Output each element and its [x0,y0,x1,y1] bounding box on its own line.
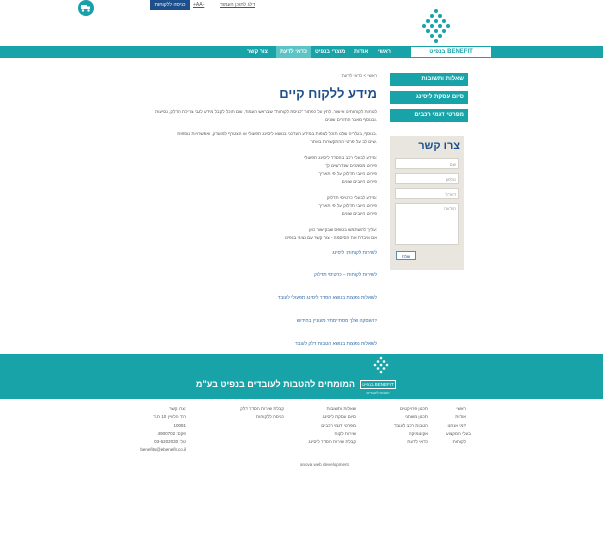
page-title: מידע ללקוח קיים [279,86,377,101]
footer-tagline: המומחים להטבות לעובדים בנפיט בע"מ [195,379,355,389]
intro-text-line: לנוחות לקוחותינו אישור, לחץ על כפתור "כניסת לקוחות" שבראש העמוד, שם תוכל לקבל מידע לגבי צריכת הדלק, נסיעות [155,109,377,114]
form-instruction-line: עליך להשתמש בטופס שבקישור כאן: [308,227,377,232]
name-field[interactable]: שם [395,158,459,169]
footer-link[interactable]: מפרטי דגמי רכבים [321,422,356,428]
nav-good-to-know[interactable]: כדאי לדעת [276,46,311,58]
footer-contact-line: 10081 [173,422,186,428]
skip-to-content-link[interactable]: דלג לתוכן העמוד [220,2,256,8]
footer-link[interactable]: תכנון פרויקטים [399,406,428,411]
sidebar-faq-button[interactable]: שאלות ותשובות [390,73,468,86]
nav-products[interactable]: מוצרי בנפיט [315,49,346,55]
lease-info-line: פירוט חיובים שונים [341,179,377,184]
footer-link[interactable]: אקונומיקה [408,430,428,436]
contact-form-title: צרו קשר [418,140,460,152]
gallery-text-line: שים לב על פרטי ההתקשרות באתר. [310,139,377,144]
footer-email-link[interactable]: benefits@ebenefit.co.il [140,447,186,453]
sidebar-lease-end-button[interactable]: סיום עסקת ליסינג [390,91,468,104]
nav-about[interactable]: אודות [354,49,369,55]
lease-info-line: פירוט מסמכים שנדרשים לך [325,163,377,168]
footer-column-contact [138,405,186,455]
footer-link[interactable]: לקוחות [452,439,466,445]
footer-column-service [232,405,284,422]
lease-faq-link[interactable]: לשאלות נפוצות בנושא הסדר ליסינג תפעולי לעובד [277,296,377,301]
fuel-card-heading: מידע לבעלי כרטיסי תדלוק: [326,195,377,200]
footer-contact-line: טל: 03-6202030 [154,439,186,445]
footer-link[interactable]: קבלת שירות הסדר ליסינג [308,439,356,445]
fuel-faq-link[interactable]: לשאלות נפוצות בנושא הטבות דלק לעובד [294,342,377,347]
footer-contact-line: פקס: 4900702 [157,430,186,436]
developer-credit[interactable]: anova web development [300,462,349,467]
footer-banner [0,354,603,399]
footer-link[interactable]: תכנון משתני [404,414,428,420]
footer-logo-subtitle: הטבות לעובדים [366,391,390,395]
footer-column-info [300,405,356,446]
footer-link[interactable]: אודות [455,414,466,420]
footer-link[interactable]: בעלי המקצוע [446,430,471,436]
footer-link[interactable]: שירות לקוח [334,430,356,436]
footer-link[interactable]: מי אנחנו? [447,422,466,428]
fuel-card-line: פירוט חיובי תדלוק על פי תאריך [318,203,377,208]
send-button[interactable]: שלח [396,251,416,260]
footer-column-main [446,405,471,446]
footer-logo-icon [366,355,396,380]
intro-text-line: ובנוסף מאגר החזרים שונים. [325,117,377,122]
footer-column-products [378,405,428,446]
footer-link[interactable]: ראשי [456,406,466,411]
fuel-card-line: פירוט חיובים שונים [341,211,377,216]
footer-link[interactable]: כדאי לדעת [407,439,428,445]
footer-logo-wordmark: בנפיט BENEFIT [360,380,396,389]
gallery-text-line: בנוסף, בגלריה שלנו תוכל לצפות במידע העדכני בנושא ליסינג תפעולי או הצטרף למועדון, ואפשרויות נוספות. [177,131,377,136]
footer-link[interactable]: שאלות ותשובות [326,406,356,411]
lease-customer-service-link[interactable]: לשירות לקוחות: ליסינג [332,251,377,256]
customer-portal-button[interactable]: כניסה ללקוחות [150,0,190,10]
footer-contact-line: רח' הלוויין 10 ת.ד [153,414,186,420]
lease-renewal-link[interactable]: העסקה שלך מסתיימת? מעוניין בחידוש? [296,319,377,324]
phone-field[interactable]: טלפון [395,173,459,184]
email-field[interactable]: דוא"ל [395,188,459,199]
logo-wordmark[interactable]: בנפיט BENEFIT [410,46,492,58]
nav-home[interactable]: ראשי [378,49,391,55]
lease-info-heading: מידע לבעלי רכב בהסדר ליסינג תפעולי: [303,155,377,160]
footer-link[interactable]: סיום עסקת ליסינג [322,414,356,420]
main-nav [0,46,603,58]
lease-info-line: פירוט חיובי תדלוק על פי תאריך [318,171,377,176]
footer-link[interactable]: הטבות רכב לעובד [394,422,428,428]
message-field[interactable]: הודעה [395,203,459,245]
accessibility-icon[interactable] [78,0,94,16]
fuel-card-service-link[interactable]: לשירות לקוחות – כרטיסי תדלוק [314,273,377,278]
breadcrumb: ראשי > כדאי לדעת [341,73,377,78]
footer-contact-line: צרו קשר: [169,406,186,411]
footer-link[interactable]: כניסה ללקוחות [256,414,284,420]
sidebar-car-specs-button[interactable]: מפרטי דגמי רכבים [390,109,468,122]
footer-link[interactable]: קבלת שירות הסדר דלק [240,406,284,411]
nav-contact[interactable]: צור קשר [247,49,268,55]
password-help-line: אם איבדת את הסיסמה - צור קשר עם נציגי בנפיט [284,235,377,240]
text-size-control[interactable]: +AA- [193,2,205,8]
